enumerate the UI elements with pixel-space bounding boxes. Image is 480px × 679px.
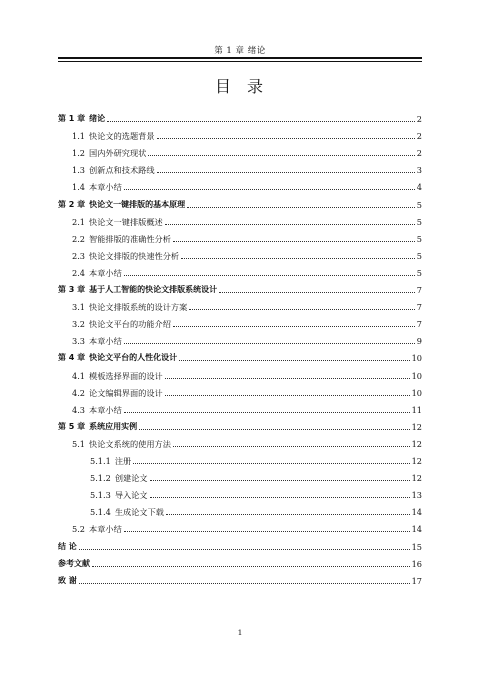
toc-entry-title: 快论文一键排版概述 bbox=[89, 216, 163, 227]
toc-entry-page: 5 bbox=[416, 233, 422, 244]
toc-entry-chapter[interactable] bbox=[58, 281, 422, 295]
toc-entry-page: 15 bbox=[411, 541, 422, 552]
toc-leader-dots bbox=[157, 138, 415, 139]
toc-entry-title: 快论文平台的功能介绍 bbox=[89, 319, 171, 330]
toc-entry-title: 快论文一键排版的基本原理 bbox=[89, 199, 186, 209]
toc-entry-title: 参考文献 bbox=[58, 558, 90, 568]
toc-entry-page: 4 bbox=[416, 182, 422, 193]
toc-entry-page: 10 bbox=[411, 353, 422, 364]
toc-entry-section[interactable] bbox=[58, 298, 422, 312]
page-title bbox=[0, 74, 480, 97]
toc-entry-label bbox=[58, 234, 171, 244]
toc-entry-section[interactable] bbox=[58, 178, 422, 192]
toc-entry-title: 论文编辑界面的设计 bbox=[89, 387, 163, 398]
toc-entry-number: 第 4 章 bbox=[58, 353, 86, 363]
toc-entry-title: 快论文排版的快速性分析 bbox=[89, 250, 180, 261]
toc-entry-page: 10 bbox=[411, 370, 422, 381]
toc-leader-dots bbox=[181, 258, 415, 259]
toc-entry-title: 快论文平台的人性化设计 bbox=[89, 353, 178, 363]
toc-leader-dots bbox=[179, 360, 409, 361]
title-char-2: 录 bbox=[247, 77, 266, 96]
toc-entry-title: 快论文排版系统的设计方案 bbox=[89, 302, 188, 313]
toc-entry-number: 3.2 bbox=[72, 319, 86, 330]
toc-entry-number: 第 3 章 bbox=[58, 285, 86, 294]
toc-entry-page: 12 bbox=[411, 473, 422, 484]
toc-entry-section[interactable] bbox=[58, 127, 422, 141]
toc-entry-label bbox=[58, 524, 122, 534]
toc-entry-page: 5 bbox=[416, 267, 422, 278]
toc-leader-dots bbox=[166, 514, 410, 515]
toc-entry-page: 16 bbox=[411, 558, 422, 569]
toc-entry-label bbox=[58, 336, 122, 346]
toc-entry-label bbox=[58, 217, 163, 227]
toc-entry-page: 11 bbox=[411, 404, 422, 415]
toc-entry-label bbox=[58, 542, 77, 552]
toc-entry-number: 2.1 bbox=[72, 216, 86, 227]
toc-entry-label bbox=[58, 131, 155, 141]
toc-entry-section[interactable] bbox=[58, 332, 422, 346]
toc-entry-page: 14 bbox=[411, 524, 422, 535]
toc-leader-dots bbox=[150, 497, 410, 498]
toc-leader-dots bbox=[79, 583, 410, 584]
toc-entry-page: 5 bbox=[416, 250, 422, 261]
toc-entry-page: 12 bbox=[411, 421, 422, 432]
toc-entry-title: 快论文的选题背景 bbox=[89, 131, 155, 142]
toc-entry-title: 导入论文 bbox=[114, 490, 148, 501]
toc-entry-label bbox=[58, 302, 187, 312]
toc-entry-label bbox=[58, 405, 122, 415]
toc-entry-page: 7 bbox=[416, 302, 422, 313]
toc-entry-label bbox=[58, 439, 171, 449]
toc-leader-dots bbox=[165, 395, 410, 396]
toc-entry-title: 本章小结 bbox=[89, 182, 122, 193]
toc-entry-page: 3 bbox=[416, 165, 422, 176]
toc-entry-page: 13 bbox=[411, 490, 422, 501]
toc-entry-section[interactable] bbox=[58, 230, 422, 244]
toc-entry-number: 2.3 bbox=[72, 250, 86, 261]
toc-entry-title: 系统应用实例 bbox=[89, 421, 138, 431]
title-char-1: 目 bbox=[214, 77, 233, 96]
toc-entry-number: 5.1.1 bbox=[90, 456, 111, 466]
toc-entry-label bbox=[58, 353, 177, 363]
toc-leader-dots bbox=[92, 566, 410, 567]
toc-entry-section[interactable] bbox=[58, 367, 422, 381]
toc-entry-label bbox=[58, 200, 185, 210]
toc-entry-number: 第 2 章 bbox=[58, 199, 86, 209]
toc-entry-label bbox=[58, 559, 90, 569]
toc-leader-dots bbox=[165, 378, 410, 379]
toc-entry-number: 5.1.4 bbox=[90, 507, 111, 518]
toc-entry-title: 致 谢 bbox=[58, 575, 77, 585]
toc-entry-page: 12 bbox=[411, 456, 422, 466]
toc-entry-title: 生成论文下载 bbox=[114, 507, 164, 518]
toc-entry-title: 模板选择界面的设计 bbox=[89, 370, 163, 381]
toc-entry-page: 14 bbox=[411, 507, 422, 518]
toc-entry-number: 3.3 bbox=[72, 336, 86, 347]
toc-entry-label bbox=[58, 371, 163, 381]
toc-entry-section[interactable] bbox=[58, 144, 422, 158]
toc-entry-section[interactable] bbox=[58, 264, 422, 278]
toc-entry-page: 7 bbox=[416, 319, 422, 330]
toc-leader-dots bbox=[124, 343, 415, 344]
toc-leader-dots bbox=[124, 531, 410, 532]
header-rule-thin bbox=[58, 61, 422, 62]
toc-leader-dots bbox=[165, 224, 415, 225]
toc-entry-chapter[interactable] bbox=[58, 572, 422, 586]
toc-entry-number: 1.4 bbox=[72, 182, 86, 193]
toc-entry-number: 4.1 bbox=[72, 370, 86, 381]
toc-leader-dots bbox=[219, 292, 415, 293]
toc-entry-label bbox=[58, 268, 122, 278]
toc-entry-chapter[interactable] bbox=[58, 418, 422, 432]
toc-entry-number: 第 1 章 bbox=[58, 114, 86, 123]
toc-entry-title: 本章小结 bbox=[89, 336, 122, 347]
toc-entry-label bbox=[58, 251, 179, 261]
toc-leader-dots bbox=[189, 309, 414, 310]
toc-leader-dots bbox=[124, 412, 410, 413]
toc-entry-label bbox=[58, 148, 146, 158]
toc-entry-label bbox=[58, 507, 164, 517]
toc-leader-dots bbox=[124, 275, 415, 276]
toc-entry-title: 本章小结 bbox=[89, 404, 122, 415]
toc-entry-label bbox=[58, 473, 148, 483]
toc-entry-label bbox=[58, 114, 105, 124]
toc-leader-dots bbox=[150, 480, 410, 481]
toc-entry-title: 本章小结 bbox=[89, 524, 122, 535]
toc-entry-title: 绪论 bbox=[89, 114, 106, 123]
toc-entry-title: 创新点和技术路线 bbox=[89, 165, 155, 176]
page-number: 1 bbox=[237, 628, 243, 637]
toc-entry-title: 基于人工智能的快论文排版系统设计 bbox=[89, 285, 218, 294]
toc-entry-subsection[interactable] bbox=[58, 486, 422, 500]
toc-entry-number: 2.4 bbox=[72, 267, 86, 278]
toc-entry-number: 1.3 bbox=[72, 165, 86, 176]
toc-entry-label bbox=[58, 490, 148, 500]
toc-entry-label bbox=[58, 576, 77, 586]
toc-entry-number: 第 5 章 bbox=[58, 421, 86, 431]
toc-entry-label bbox=[58, 388, 163, 398]
toc-entry-number: 5.1.3 bbox=[90, 490, 111, 501]
toc-entry-number: 1.1 bbox=[72, 131, 86, 142]
toc-entry-label bbox=[58, 182, 122, 192]
toc-entry-subsection[interactable] bbox=[58, 452, 422, 466]
toc-leader-dots bbox=[79, 549, 410, 550]
toc-entry-number: 5.1.2 bbox=[90, 473, 111, 484]
toc-entry-number: 5.2 bbox=[72, 524, 86, 535]
toc-entry-section[interactable] bbox=[58, 384, 422, 398]
toc-entry-number: 4.3 bbox=[72, 404, 86, 415]
toc-entry-page: 7 bbox=[416, 285, 422, 295]
toc-leader-dots bbox=[157, 172, 415, 173]
toc-entry-page: 2 bbox=[416, 131, 422, 142]
toc-entry-page: 17 bbox=[411, 575, 422, 586]
toc-entry-title: 本章小结 bbox=[89, 267, 122, 278]
toc-entry-section[interactable] bbox=[58, 435, 422, 449]
running-header: 第 1 章 绪论 bbox=[214, 46, 266, 56]
toc-entry-chapter[interactable] bbox=[58, 349, 422, 363]
toc-leader-dots bbox=[148, 155, 414, 156]
toc-entry-section[interactable] bbox=[58, 247, 422, 261]
toc-leader-dots bbox=[124, 189, 415, 190]
toc-entry-subsection[interactable] bbox=[58, 503, 422, 517]
toc-entry-title: 智能排版的准确性分析 bbox=[89, 233, 171, 244]
toc-entry-label bbox=[58, 456, 131, 466]
toc-leader-dots bbox=[133, 463, 409, 464]
toc-entry-chapter[interactable] bbox=[58, 110, 422, 124]
toc-entry-page: 10 bbox=[411, 387, 422, 398]
toc-entry-section[interactable] bbox=[58, 213, 422, 227]
toc-leader-dots bbox=[139, 429, 409, 430]
toc-entry-number: 1.2 bbox=[72, 148, 86, 159]
toc-entry-section[interactable] bbox=[58, 520, 422, 534]
toc-entry-section[interactable] bbox=[58, 401, 422, 415]
toc-entry-title: 结 论 bbox=[58, 541, 77, 551]
toc-entry-page: 2 bbox=[416, 148, 422, 159]
toc-entry-number: 5.1 bbox=[72, 438, 86, 449]
toc-entry-label bbox=[58, 422, 137, 432]
toc-entry-number: 2.2 bbox=[72, 233, 86, 244]
toc-entry-subsection[interactable] bbox=[58, 469, 422, 483]
toc-entry-label bbox=[58, 165, 155, 175]
toc-leader-dots bbox=[187, 207, 415, 208]
toc-entry-chapter[interactable] bbox=[58, 538, 422, 552]
toc-entry-chapter[interactable] bbox=[58, 196, 422, 210]
toc-entry-page: 5 bbox=[416, 199, 422, 210]
toc-entry-label bbox=[58, 285, 217, 295]
toc-entry-title: 注册 bbox=[114, 456, 132, 466]
toc-entry-label bbox=[58, 319, 171, 329]
toc-leader-dots bbox=[173, 326, 415, 327]
toc-entry-chapter[interactable] bbox=[58, 555, 422, 569]
header-rule-thick bbox=[58, 57, 422, 59]
toc-entry-page: 9 bbox=[416, 336, 422, 347]
toc-entry-page: 5 bbox=[416, 216, 422, 227]
toc-entry-section[interactable] bbox=[58, 161, 422, 175]
toc-entry-section[interactable] bbox=[58, 315, 422, 329]
toc-leader-dots bbox=[107, 121, 415, 122]
toc-leader-dots bbox=[173, 446, 410, 447]
toc-entry-number: 4.2 bbox=[72, 387, 86, 398]
toc-entry-title: 国内外研究现状 bbox=[89, 148, 147, 159]
toc-entry-number: 3.1 bbox=[72, 302, 86, 313]
toc-entry-title: 快论文系统的使用方法 bbox=[89, 438, 171, 449]
toc-entry-title: 创建论文 bbox=[114, 473, 148, 484]
toc-entry-page: 2 bbox=[416, 114, 422, 124]
toc-leader-dots bbox=[173, 241, 415, 242]
toc-entry-page: 12 bbox=[411, 438, 422, 449]
